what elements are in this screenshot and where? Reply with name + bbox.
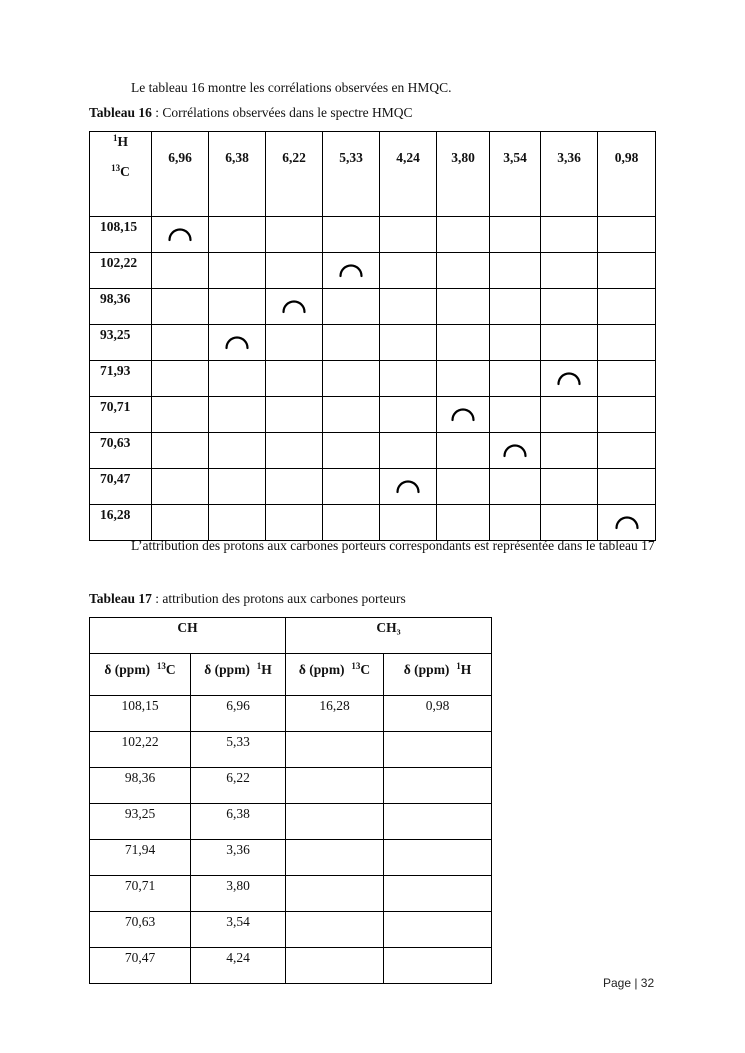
- correlation-cell: [437, 397, 490, 433]
- group-ch3-header: CH₃: [286, 618, 492, 654]
- correlation-cell: [266, 433, 323, 469]
- carbon-shift-label: 102,22: [90, 253, 152, 289]
- table-row: [90, 732, 492, 768]
- table16-corner-cell: [90, 132, 152, 217]
- shift-value-ch-h: 3,36: [191, 840, 286, 876]
- correlation-cell: [323, 217, 380, 253]
- correlation-cell: [323, 253, 380, 289]
- correlation-cell: [209, 397, 266, 433]
- correlation-cell: [541, 253, 598, 289]
- correlation-cell: [266, 253, 323, 289]
- shift-value-ch3-c: [286, 876, 384, 912]
- carbon-shift-label: 71,93: [90, 361, 152, 397]
- table-row: [90, 289, 656, 325]
- correlation-arc-icon: [614, 511, 640, 531]
- group-ch-header: CH: [90, 618, 286, 654]
- correlation-cell: [266, 361, 323, 397]
- table-row: [90, 361, 656, 397]
- shift-value-ch-c: 93,25: [90, 804, 191, 840]
- table-row: [90, 804, 492, 840]
- shift-value-ch3-h: [384, 876, 492, 912]
- carbon-shift-label: 70,63: [90, 433, 152, 469]
- shift-value-ch-c: 71,94: [90, 840, 191, 876]
- header-ch3-carbon: δ (ppm) $^{13}$C: [286, 654, 384, 696]
- correlation-cell: [541, 325, 598, 361]
- shift-value-ch3-c: [286, 840, 384, 876]
- table-row: [90, 325, 656, 361]
- correlation-cell: [490, 469, 541, 505]
- correlation-cell: [598, 325, 656, 361]
- table-row: [90, 768, 492, 804]
- shift-value-ch-c: 70,63: [90, 912, 191, 948]
- correlation-cell: [437, 325, 490, 361]
- carbon-shift-label: 108,15: [90, 217, 152, 253]
- table-row: [90, 397, 656, 433]
- shift-value-ch-h: 6,96: [191, 696, 286, 732]
- correlation-cell: [266, 325, 323, 361]
- correlation-cell: [209, 217, 266, 253]
- correlation-cell: [541, 217, 598, 253]
- correlation-cell: [152, 217, 209, 253]
- shift-value-ch-c: 108,15: [90, 696, 191, 732]
- shift-value-ch3-h: 0,98: [384, 696, 492, 732]
- shift-value-ch3-h: [384, 948, 492, 984]
- table-row: [90, 840, 492, 876]
- shift-value-ch3-c: [286, 804, 384, 840]
- proton-shift-header: 3,54: [490, 132, 541, 217]
- table16-caption: [89, 105, 412, 121]
- shift-value-ch3-h: [384, 912, 492, 948]
- correlation-cell: [598, 289, 656, 325]
- correlation-arc-icon: [556, 367, 582, 387]
- correlation-cell: [152, 469, 209, 505]
- correlation-cell: [380, 433, 437, 469]
- correlation-cell: [490, 289, 541, 325]
- correlation-cell: [490, 397, 541, 433]
- carbon-shift-label: 70,47: [90, 469, 152, 505]
- correlation-cell: [152, 397, 209, 433]
- table-row: [90, 912, 492, 948]
- proton-shift-header: 6,96: [152, 132, 209, 217]
- shift-value-ch3-h: [384, 768, 492, 804]
- correlation-cell: [490, 361, 541, 397]
- correlation-cell: [266, 289, 323, 325]
- correlation-cell: [541, 469, 598, 505]
- correlation-cell: [152, 289, 209, 325]
- table16-caption-text: : Corrélations observées dans le spectre HMQC: [151, 105, 413, 120]
- correlation-cell: [541, 433, 598, 469]
- table-row: [90, 696, 492, 732]
- correlation-cell: [323, 361, 380, 397]
- correlation-cell: [209, 469, 266, 505]
- correlation-cell: [323, 289, 380, 325]
- correlation-arc-icon: [395, 475, 421, 495]
- shift-value-ch-h: 5,33: [191, 732, 286, 768]
- correlation-arc-icon: [224, 331, 250, 351]
- page-number: Page | 32: [603, 976, 655, 990]
- shift-value-ch3-c: [286, 732, 384, 768]
- shift-value-ch-h: 3,80: [191, 876, 286, 912]
- header-ch3-proton: δ (ppm) $^1$H: [384, 654, 492, 696]
- correlation-cell: [209, 325, 266, 361]
- carbon-shift-label: 70,71: [90, 397, 152, 433]
- correlation-cell: [323, 325, 380, 361]
- hmqc-correlation-table: [89, 131, 656, 541]
- correlation-cell: [598, 217, 656, 253]
- shift-value-ch3-h: [384, 840, 492, 876]
- correlation-cell: [380, 469, 437, 505]
- shift-value-ch-c: 102,22: [90, 732, 191, 768]
- correlation-cell: [380, 217, 437, 253]
- carbon-shift-label: 93,25: [90, 325, 152, 361]
- correlation-cell: [209, 289, 266, 325]
- correlation-arc-icon: [281, 295, 307, 315]
- correlation-cell: [209, 433, 266, 469]
- proton-shift-header: 5,33: [323, 132, 380, 217]
- correlation-cell: [209, 253, 266, 289]
- correlation-arc-icon: [167, 223, 193, 243]
- proton-shift-header: 3,80: [437, 132, 490, 217]
- shift-value-ch3-c: [286, 768, 384, 804]
- table17-caption-label: Tableau 17: [89, 591, 152, 606]
- correlation-arc-icon: [502, 439, 528, 459]
- proton-shift-header: 0,98: [598, 132, 656, 217]
- proton-shift-header: 3,36: [541, 132, 598, 217]
- shift-value-ch-c: 98,36: [90, 768, 191, 804]
- correlation-arc-icon: [450, 403, 476, 423]
- carbon-shift-label: 98,36: [90, 289, 152, 325]
- correlation-cell: [323, 397, 380, 433]
- correlation-cell: [437, 289, 490, 325]
- correlation-cell: [437, 361, 490, 397]
- table-row: [90, 253, 656, 289]
- correlation-cell: [490, 325, 541, 361]
- correlation-cell: [266, 217, 323, 253]
- correlation-cell: [598, 397, 656, 433]
- correlation-cell: [490, 433, 541, 469]
- correlation-cell: [380, 253, 437, 289]
- shift-value-ch3-c: 16,28: [286, 696, 384, 732]
- correlation-cell: [380, 361, 437, 397]
- table17-caption-text: : attribution des protons aux carbones porteurs: [151, 591, 406, 606]
- proton-attribution-table: [89, 617, 492, 984]
- correlation-cell: [490, 217, 541, 253]
- correlation-cell: [541, 397, 598, 433]
- correlation-cell: [323, 433, 380, 469]
- intro-paragraph: Le tableau 16 montre les corrélations observées en HMQC.: [131, 80, 452, 95]
- correlation-cell: [437, 253, 490, 289]
- correlation-cell: [152, 433, 209, 469]
- correlation-cell: [209, 361, 266, 397]
- correlation-cell: [541, 289, 598, 325]
- shift-value-ch-h: 6,38: [191, 804, 286, 840]
- table-row: [90, 469, 656, 505]
- table16-caption-label: Tableau 16: [89, 105, 152, 120]
- correlation-cell: [598, 433, 656, 469]
- shift-value-ch3-c: [286, 912, 384, 948]
- correlation-arc-icon: [338, 259, 364, 279]
- corner-c-label: $^{13}$C: [111, 163, 130, 179]
- shift-value-ch-c: 70,47: [90, 948, 191, 984]
- correlation-cell: [598, 361, 656, 397]
- correlation-cell: [152, 325, 209, 361]
- correlation-cell: [380, 289, 437, 325]
- correlation-cell: [490, 253, 541, 289]
- shift-value-ch-c: 70,71: [90, 876, 191, 912]
- table17-caption: [89, 591, 406, 607]
- correlation-cell: [152, 253, 209, 289]
- shift-value-ch-h: 6,22: [191, 768, 286, 804]
- corner-h-label: $^1$H: [112, 133, 128, 149]
- shift-value-ch-h: 3,54: [191, 912, 286, 948]
- shift-value-ch3-h: [384, 804, 492, 840]
- correlation-cell: [437, 469, 490, 505]
- table-row: [90, 948, 492, 984]
- proton-shift-header: 4,24: [380, 132, 437, 217]
- correlation-cell: [437, 433, 490, 469]
- correlation-cell: [266, 469, 323, 505]
- header-ch-proton: δ (ppm) $^1$H: [191, 654, 286, 696]
- carbon-shift-label: 16,28: [90, 505, 152, 541]
- correlation-cell: [380, 325, 437, 361]
- correlation-cell: [380, 397, 437, 433]
- proton-shift-header: 6,38: [209, 132, 266, 217]
- shift-value-ch-h: 4,24: [191, 948, 286, 984]
- table-row: [90, 433, 656, 469]
- correlation-cell: [598, 253, 656, 289]
- correlation-cell: [598, 469, 656, 505]
- shift-value-ch3-h: [384, 732, 492, 768]
- correlation-cell: [541, 361, 598, 397]
- attribution-paragraph: L’attribution des protons aux carbones porteurs correspondants est représentée dans le tableau 17: [131, 538, 655, 553]
- correlation-cell: [323, 469, 380, 505]
- correlation-cell: [437, 217, 490, 253]
- table-row: [90, 876, 492, 912]
- correlation-cell: [266, 397, 323, 433]
- header-ch-carbon: δ (ppm) $^{13}$C: [90, 654, 191, 696]
- shift-value-ch3-c: [286, 948, 384, 984]
- table-row: [90, 217, 656, 253]
- proton-shift-header: 6,22: [266, 132, 323, 217]
- correlation-cell: [152, 361, 209, 397]
